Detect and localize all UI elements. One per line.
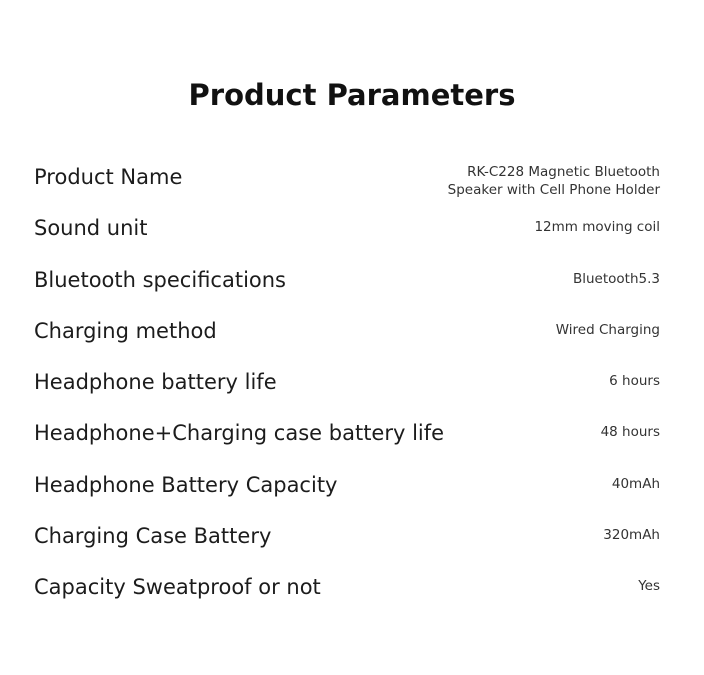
param-label: Headphone Battery Capacity bbox=[34, 472, 338, 497]
page-title: Product Parameters bbox=[188, 78, 516, 113]
param-label: Sound unit bbox=[34, 216, 148, 241]
param-value: Bluetooth5.3 bbox=[572, 270, 660, 287]
param-label: Capacity Sweatproof or not bbox=[34, 575, 321, 600]
param-label: Charging Case Battery bbox=[34, 524, 272, 549]
param-value: 40mAh bbox=[611, 475, 660, 492]
param-row-bluetooth bbox=[34, 255, 660, 306]
param-value: 48 hours bbox=[600, 424, 660, 441]
param-row-charging-method bbox=[34, 306, 660, 357]
param-row-sound-unit bbox=[34, 203, 660, 254]
param-label: Bluetooth specifications bbox=[34, 267, 286, 292]
param-value: 12mm moving coil bbox=[534, 219, 660, 236]
param-row-case-battery-life bbox=[34, 408, 660, 459]
param-value: 6 hours bbox=[609, 373, 660, 390]
param-row-product-name bbox=[34, 152, 660, 203]
param-row-headphone-capacity bbox=[34, 460, 660, 511]
param-value: Wired Charging bbox=[555, 321, 660, 338]
param-row-case-battery bbox=[34, 511, 660, 562]
param-label: Charging method bbox=[34, 318, 217, 343]
param-label: Headphone+Charging case battery life bbox=[34, 421, 445, 446]
param-value: 320mAh bbox=[603, 527, 660, 544]
param-value: Yes bbox=[638, 578, 660, 595]
param-value: RK-C228 Magnetic Bluetooth Speaker with Cell Phone Holder bbox=[447, 164, 660, 198]
param-label: Headphone battery life bbox=[34, 370, 277, 395]
param-row-sweatproof bbox=[34, 562, 660, 613]
param-row-headphone-battery-life bbox=[34, 357, 660, 408]
parameters-list bbox=[34, 152, 660, 614]
param-label: Product Name bbox=[34, 165, 183, 189]
